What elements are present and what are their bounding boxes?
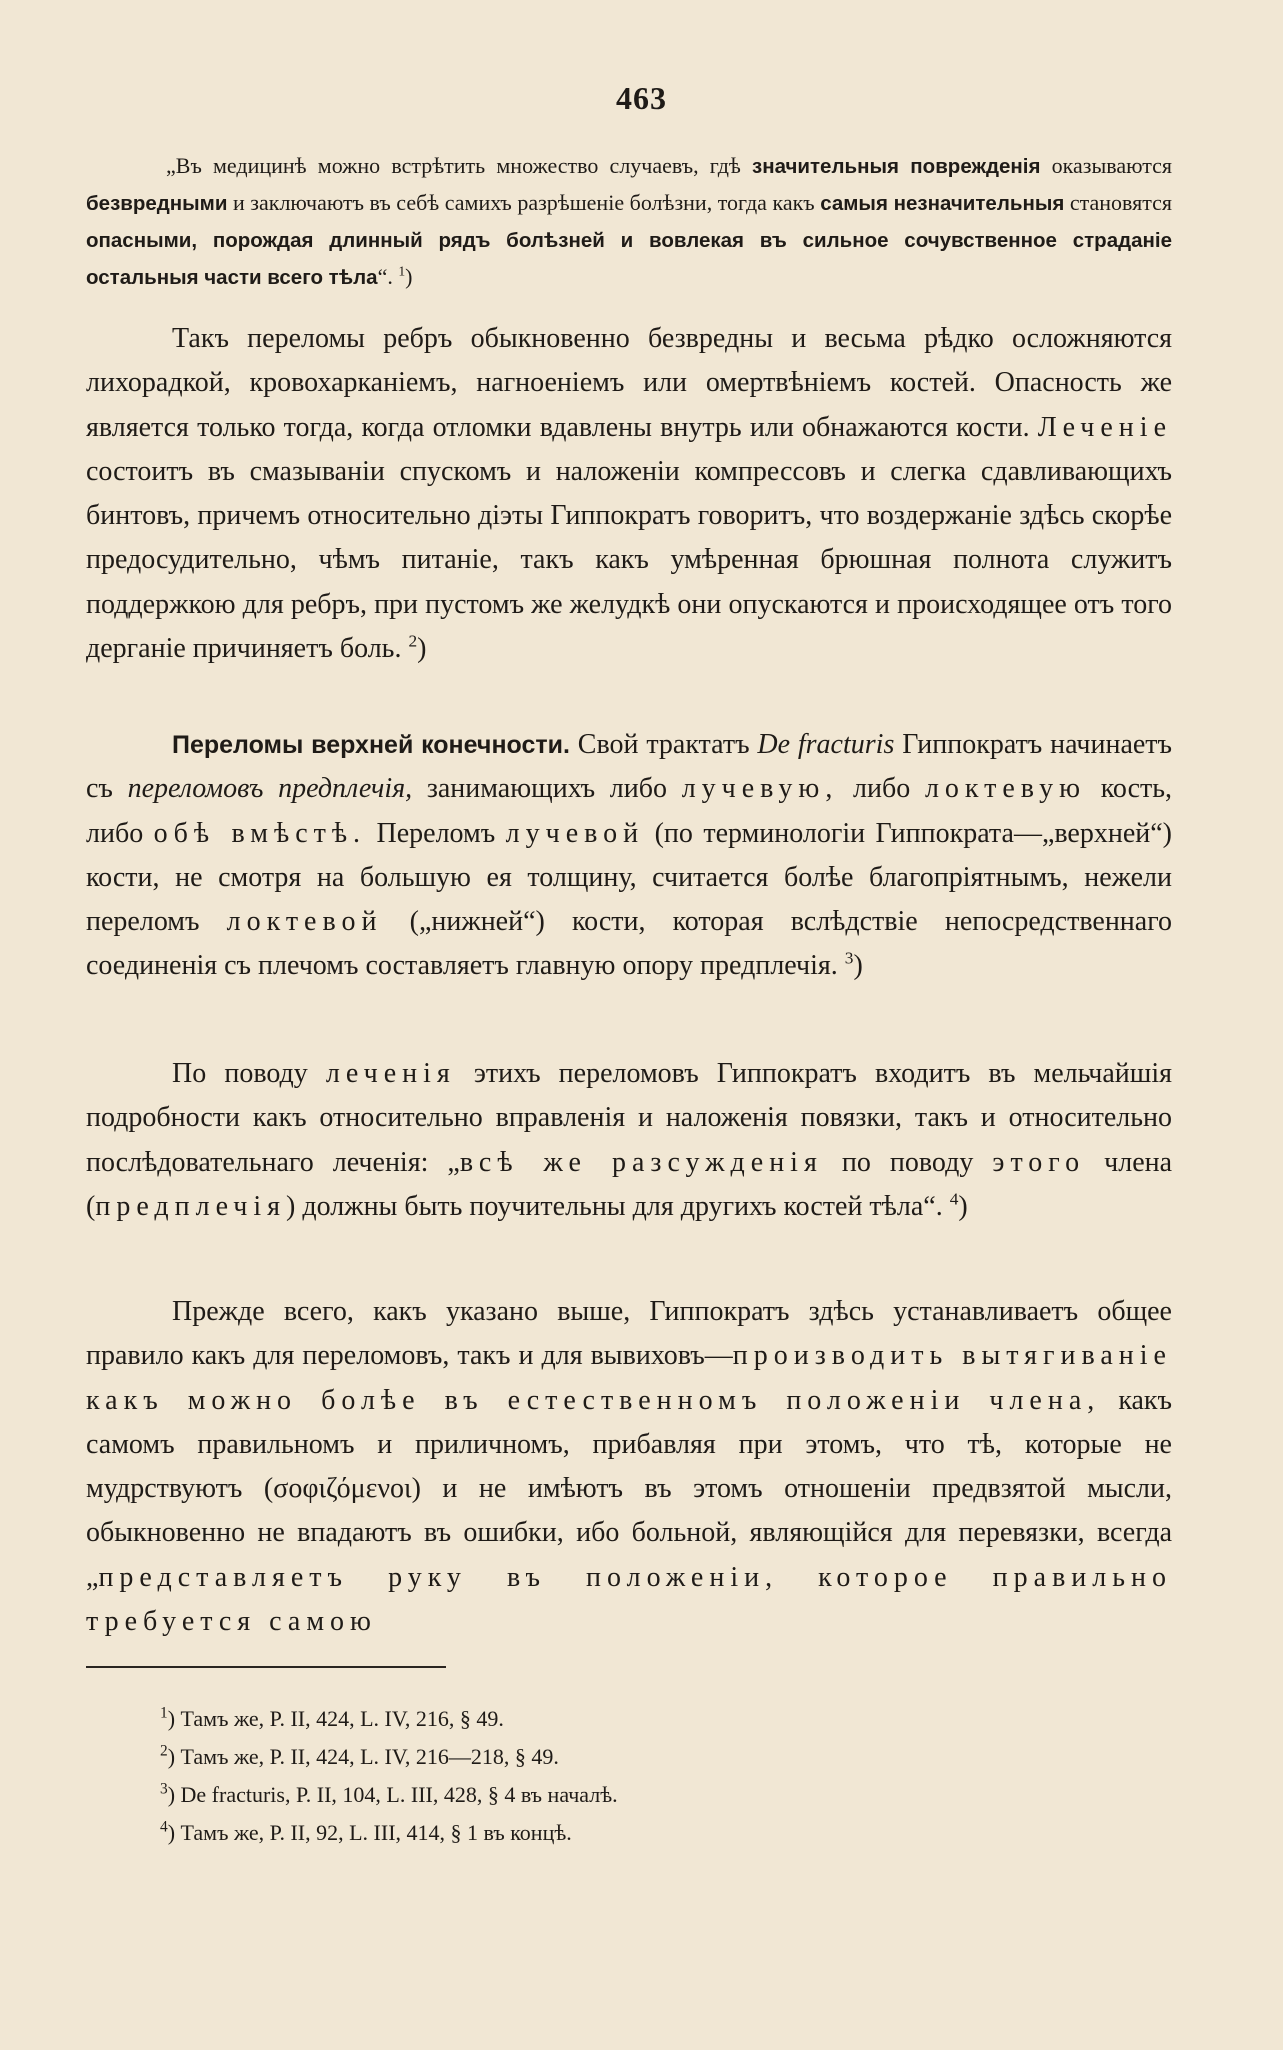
paragraph-text: по поводу [841, 1146, 974, 1178]
quote-text: становятся [1069, 190, 1173, 215]
quote-text: “. [377, 264, 393, 289]
paragraph-text: Такъ переломы ребръ обыкновенно безвредны и весьма рѣдко осложняются лихорадкой, кровохарканіемъ, нагноеніемъ или омертвѣніемъ костей. Опасность же является только тогда, когда отломки вдавлены внутрь или обнажаются кости. [86, 323, 1172, 443]
paragraph-text: Свой трактатъ [577, 729, 750, 760]
spaced-term: леченія [325, 1058, 456, 1089]
quote-emphasis: самыя незначительныя [820, 192, 1065, 215]
footnote-number: 2 [160, 1742, 168, 1760]
footnote-ref: 4 [949, 1189, 959, 1209]
footnote-ref: 3 [844, 949, 854, 969]
spaced-term: локтевой [226, 906, 383, 938]
paragraph-text: какъ самомъ правильномъ и приличномъ, прибавляя при этомъ, что тѣ, которые не мудрствуютъ (σοφιζόμενοι) и не имѣютъ въ этомъ отношеніи предвзятой мысли, обыкновенно не впадаютъ въ ошибки, ибо больной, являющійся для перевязки, всегда „ [86, 1384, 1173, 1593]
paragraph-text: ) [958, 1190, 968, 1222]
paragraph-text: состоитъ въ смазываніи спускомъ и наложеніи компрессовъ и слегка сдавливающихъ бинтовъ, причемъ относительно діэты Гиппократъ говоритъ, что воздержаніе здѣсь скорѣе предосудительно, чѣмъ питаніе, такъ какъ умѣренная брюшная полнота служитъ поддержкою для ребръ, при пустомъ же желудкѣ они опускаются и происходящее отъ того дерганіе причиняетъ боль. [86, 455, 1172, 665]
treatise-title: De fracturis [757, 729, 895, 760]
paragraph-treatment [86, 1052, 1172, 1229]
paragraph-text: Гиппократъ начинаетъ съ [86, 729, 1173, 805]
paragraph-text: ) [417, 633, 427, 665]
paragraph-upper-limb [86, 723, 1172, 989]
quote-text: ) [405, 264, 413, 289]
paragraph-text: (по терминологіи Гиппократа—„верхней“) кости, не смотря на большую ея толщину, считается болѣе благопріятнымъ, нежели переломъ [86, 817, 1172, 938]
footnote-text: ) De fracturis, P. II, 104, L. III, 428, § 4 въ началѣ. [167, 1782, 618, 1807]
footnote-ref: 2 [408, 631, 418, 651]
footnote-number: 3 [160, 1780, 168, 1798]
footnote-ref: 1 [398, 263, 406, 279]
footnote-text: ) Тамъ же, P. II, 424, L. IV, 216, § 49. [167, 1706, 504, 1731]
spaced-term: локтевую [924, 773, 1086, 805]
paragraph-text: этихъ переломовъ Гиппократъ входитъ въ мельчайшія подробности какъ относительно вправленія и наложенія повязки, такъ и относительно послѣдовательнаго леченія: „ [86, 1058, 1173, 1178]
spaced-term: предплечія [95, 1190, 287, 1222]
paragraph-text: члена ( [86, 1146, 1173, 1222]
quote-emphasis: безвредными [86, 192, 228, 215]
page-number: 463 [616, 80, 667, 116]
footnote [160, 1814, 1160, 1852]
paragraph-text: либо [853, 773, 911, 805]
quote-emphasis: значительныя поврежденія [752, 155, 1041, 178]
spaced-term: представляетъ руку въ положеніи, которое правильно требуется самою [86, 1561, 1172, 1638]
paragraph-text: занимающихъ либо [426, 773, 667, 805]
quote-emphasis: опасными, порождая длинный рядъ болѣзней и вовлекая въ сильное сочувственное страданіе остальныя части всего тѣла [86, 229, 1172, 289]
spaced-term: всѣ же разсужденія [459, 1146, 823, 1178]
footnote-number: 1 [160, 1704, 168, 1722]
spaced-term: производить вытягиваніе какъ можно болѣе въ естественномъ положеніи члена, [86, 1340, 1172, 1416]
section-heading: Переломы верхней конечности. [172, 731, 570, 759]
spaced-term: этого [992, 1146, 1086, 1178]
paragraph-text: ) [853, 950, 863, 982]
paragraph-general-rule [86, 1290, 1172, 1644]
footnote [160, 1738, 1160, 1776]
footnotes [160, 1700, 1160, 1852]
footnote-divider [86, 1666, 446, 1668]
footnote-text: ) Тамъ же, P. II, 424, L. IV, 216—218, § 49. [167, 1744, 559, 1769]
footnote-number: 4 [160, 1818, 168, 1836]
hippocrates-quote [86, 148, 1172, 296]
footnote-text: ) Тамъ же, P. II, 92, L. III, 414, § 1 въ концѣ. [167, 1820, 572, 1845]
paragraph-text: кость, либо [86, 773, 1172, 849]
paragraph-text: („нижней“) кости, которая вслѣдствіе непосредственнаго соединенія съ плечомъ составляетъ главную опору предплечія. [86, 906, 1172, 982]
footnote [160, 1776, 1160, 1814]
paragraph-text: По поводу [172, 1058, 308, 1089]
spaced-term: лучевой [505, 817, 645, 849]
italic-term: переломовъ предплечія, [127, 773, 413, 805]
paragraph-text: ) должны быть поучительны для другихъ костей тѣла“. [286, 1190, 943, 1222]
quote-text: и заключаютъ въ себѣ самихъ разрѣшеніе болѣзни, тогда какъ [233, 190, 815, 215]
paragraph-ribs [86, 317, 1172, 671]
quote-text: „Въ медицинѣ можно встрѣтить множество случаевъ, гдѣ [166, 153, 741, 178]
quote-text: оказываются [1051, 153, 1173, 178]
paragraph-text: Прежде всего, какъ указано выше, Гиппократъ здѣсь устанавливаетъ общее правило какъ для переломовъ, такъ и для вывиховъ— [86, 1296, 1172, 1372]
paragraph-text: Переломъ [376, 817, 496, 849]
spaced-term: обѣ вмѣстѣ. [153, 817, 367, 849]
footnote [160, 1700, 1160, 1738]
spaced-term: лучевую, [681, 773, 839, 805]
spaced-term: Леченіе [1037, 411, 1172, 443]
